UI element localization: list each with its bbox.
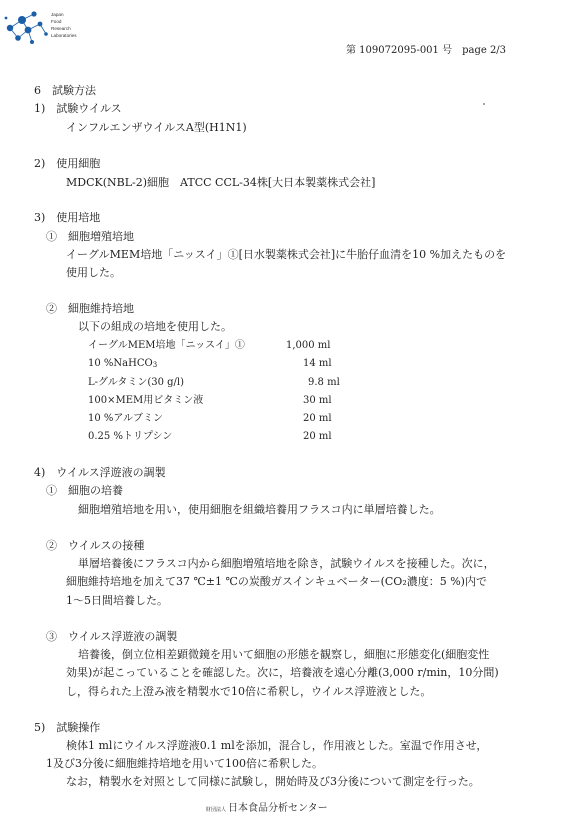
sub-heading: ② ウイルスの接種 [46, 539, 145, 552]
medium-name: イーグルMEM培地「ニッスイ」① [88, 340, 245, 351]
medium-amount: 20 ml [303, 413, 332, 424]
body-text: 培養後，倒立位相差顕微鏡を用いて細胞の形態を観察し，細胞に形態変化(細胞変性 [78, 648, 490, 661]
lab-name-line: Research [51, 26, 71, 31]
lab-name-line: Laboratories [51, 33, 77, 38]
medium-amount: 30 ml [303, 395, 332, 406]
footer-org [206, 799, 328, 814]
item-heading: 5) 試験操作 [34, 721, 101, 734]
doc-number: 第 109072095-001 号 page 2/3 [346, 45, 507, 56]
item-heading: 4) ウイルス浮遊液の調製 [34, 466, 166, 479]
lab-name-line: Food [51, 19, 62, 24]
body-text: 以下の組成の培地を使用した。 [78, 320, 232, 333]
body-text: インフルエンザウイルスA型(H1N1) [66, 121, 247, 134]
body-text: 1及び3分後に細胞維持培地を用いて100倍に希釈した。 [46, 757, 323, 770]
lab-name [51, 11, 77, 39]
body-text: 1～5日間培養した。 [66, 594, 168, 607]
medium-name: 100×MEM用ビタミン液 [88, 395, 204, 406]
medium-name: 10 %NaHCO$_3$ [88, 358, 158, 369]
lab-name-line: Japan [51, 12, 64, 17]
medium-amount: 20 ml [303, 431, 332, 442]
medium-amount: 9.8 ml [308, 377, 340, 388]
body-text: 細胞増殖培地を用い，使用細胞を組織培養用フラスコ内に単層培養した。 [78, 503, 441, 516]
medium-amount: 1,000 ml [286, 340, 331, 351]
sub-heading: ① 細胞増殖培地 [46, 230, 134, 243]
medium-name: L-グルタミン(30 g/l) [88, 377, 184, 388]
body-text: MDCK(NBL-2)細胞 ATCC CCL-34株[大日本製薬株式会社] [66, 176, 376, 189]
sub-heading: ② 細胞維持培地 [46, 302, 134, 315]
body-text: なお，精製水を対照として同様に試験し，開始時及び3分後について測定を行った。 [66, 775, 480, 788]
sub-heading: ① 細胞の培養 [46, 484, 123, 497]
body-text: イーグルMEM培地「ニッスイ」①[日水製薬株式会社]に牛胎仔血清を10 %加えたものを [66, 248, 507, 261]
footer-prefix: 財団法人 [206, 807, 227, 813]
body-text: 単層培養後にフラスコ内から細胞増殖培地を除き，試験ウイルスを接種した。次に， [78, 557, 495, 570]
item-heading: 3) 使用培地 [34, 211, 101, 224]
sub-heading: ③ ウイルス浮遊液の調製 [46, 630, 178, 643]
medium-name: 10 %アルブミン [88, 413, 164, 424]
item-heading: 1) 試験ウイルス [34, 102, 122, 115]
footer-org-name: 日本食品分析センター [228, 803, 328, 814]
section-heading: 6 試験方法 [34, 84, 96, 97]
medium-amount: 14 ml [303, 358, 332, 369]
body-text: し，得られた上澄み液を精製水で10倍に希釈し，ウイルス浮遊液とした。 [66, 685, 432, 698]
medium-name: 0.25 %トリプシン [88, 431, 173, 442]
body-text: 検体1 mlにウイルス浮遊液0.1 mlを添加，混合し，作用液とした。室温で作用させ， [66, 739, 488, 752]
lab-logo [2, 6, 52, 50]
body-text: 細胞維持培地を加えて37 ℃±1 ℃の炭酸ガスインキュベーター(CO₂濃度：5 %)内で [66, 575, 487, 588]
speck [483, 103, 485, 105]
body-text: 使用した。 [66, 266, 121, 279]
body-text: 効果)が起こっていることを確認した。次に，培養液を遠心分離(3,000 r/min，10分間) [66, 666, 499, 679]
item-heading: 2) 使用細胞 [34, 157, 101, 170]
